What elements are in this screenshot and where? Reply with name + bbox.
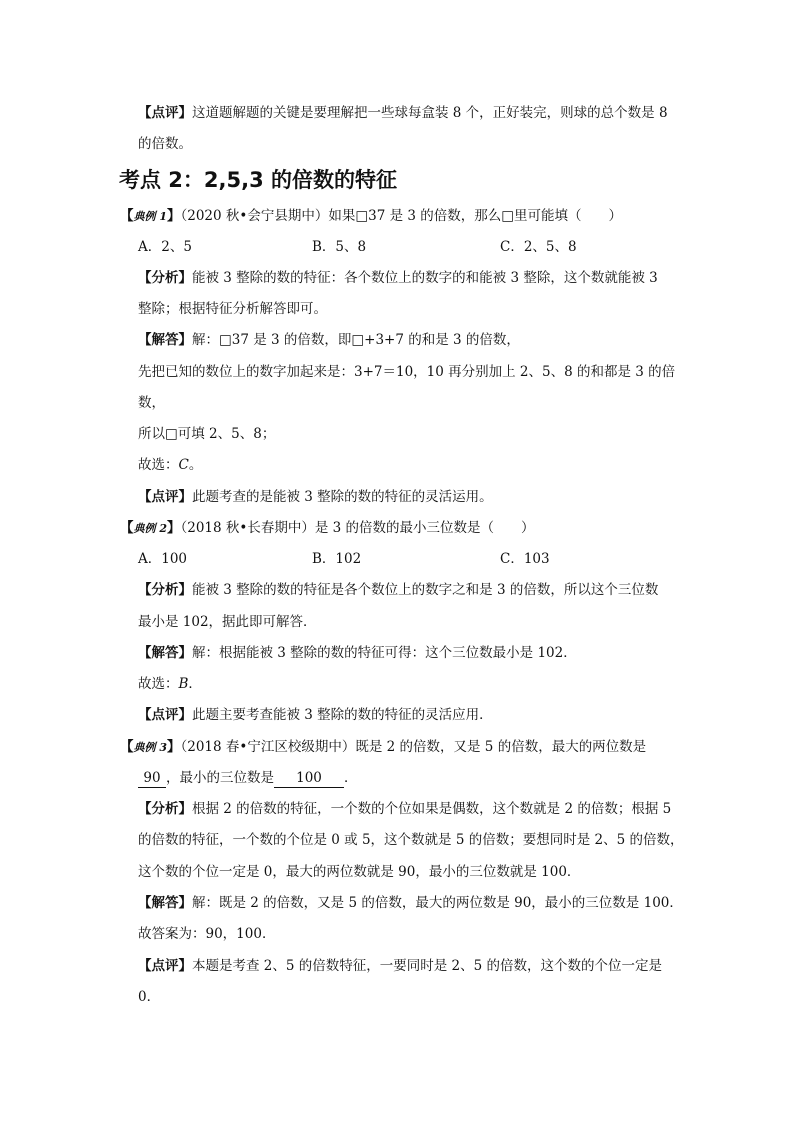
example3-review-line-2: 0． bbox=[138, 989, 161, 1005]
review-tag: 【点评】 bbox=[138, 489, 192, 505]
option-c: C．103 bbox=[500, 551, 550, 567]
question-text: （2018 秋•长春期中）是 3 的倍数的最小三位数是（ ） bbox=[180, 520, 535, 536]
analysis-tag: 【分析】 bbox=[138, 801, 192, 817]
choice-letter: C bbox=[178, 457, 189, 473]
answer-tag: 【解答】 bbox=[138, 895, 192, 911]
intro-review-line-1 bbox=[138, 103, 668, 123]
example2-analysis-line-1 bbox=[138, 580, 658, 600]
example-tag-close: 】 bbox=[166, 739, 181, 755]
section-title: 考点 2：2,5,3 的倍数的特征 bbox=[119, 168, 398, 192]
example2-question bbox=[120, 518, 535, 539]
choice-prefix: 故选： bbox=[138, 457, 179, 473]
example3-review-line-1 bbox=[138, 956, 662, 976]
review-text: 此题考查的是能被 3 整除的数的特征的灵活运用。 bbox=[192, 489, 493, 505]
choice-letter: B bbox=[178, 676, 189, 692]
option-b: B．5、8 bbox=[312, 239, 367, 255]
review-text: 这道题解题的关键是要理解把一些球每盒装 8 个，正好装完，则球的总个数是 8 bbox=[192, 105, 668, 121]
example1-answer-line-2: 先把已知的数位上的数字加起来是：3+7＝10，10 再分别加上 2、5、8 的和都是 3 的倍 bbox=[138, 364, 676, 380]
answer-tag: 【解答】 bbox=[138, 332, 192, 348]
review-tag: 【点评】 bbox=[138, 958, 192, 974]
analysis-text: 根据 2 的倍数的特征，一个数的个位如果是偶数，这个数就是 2 的倍数；根据 5 bbox=[192, 801, 672, 817]
example2-analysis-line-2: 最小是 102，据此即可解答． bbox=[138, 614, 317, 630]
example-tag: 典例 2 bbox=[133, 522, 167, 535]
analysis-tag: 【分析】 bbox=[138, 582, 192, 598]
answer-tag: 【解答】 bbox=[138, 645, 192, 661]
example-tag-open: 【 bbox=[120, 520, 134, 536]
example3-analysis-line-1 bbox=[138, 799, 671, 819]
example-tag-close: 】 bbox=[166, 208, 181, 224]
review-tag: 【点评】 bbox=[138, 707, 192, 723]
option-c: C．2、5、8 bbox=[500, 239, 577, 255]
option-b: B．102 bbox=[312, 551, 362, 567]
answer-text: 解：根据能被 3 整除的数的特征可得：这个三位数最小是 102． bbox=[192, 645, 577, 661]
example2-review bbox=[138, 705, 493, 725]
example3-analysis-line-2: 的倍数的特征，一个数的个位是 0 或 5，这个数就是 5 的倍数；要想同时是 2、5 的倍数， bbox=[138, 832, 684, 848]
example3-question-line-1 bbox=[120, 737, 646, 758]
example1-choice bbox=[138, 455, 202, 475]
example1-analysis-line-2: 整除；根据特征分析解答即可。 bbox=[138, 301, 327, 317]
example3-analysis-line-3: 这个数的个位一定是 0，最大的两位数就是 90，最小的三位数就是 100． bbox=[138, 864, 581, 880]
answer-text: 解：□37 是 3 的倍数，即□+3+7 的和是 3 的倍数， bbox=[192, 332, 520, 348]
intro-review-line-2: 的倍数。 bbox=[138, 136, 192, 152]
example1-analysis-line-1 bbox=[138, 268, 658, 288]
answer-blank-2: 100 bbox=[274, 769, 344, 788]
example2-choice bbox=[138, 674, 202, 694]
answer-text: 解：既是 2 的倍数，又是 5 的倍数，最大的两位数是 90，最小的三位数是 100． bbox=[192, 895, 683, 911]
example3-answer-line-1 bbox=[138, 893, 683, 913]
analysis-text: 能被 3 整除的数的特征：各个数位上的数字的和能被 3 整除，这个数就能被 3 bbox=[192, 270, 658, 286]
example-tag: 典例 1 bbox=[133, 210, 167, 223]
review-text: 此题主要考查能被 3 整除的数的特征的灵活应用． bbox=[192, 707, 493, 723]
example-tag-open: 【 bbox=[120, 739, 134, 755]
choice-suffix: 。 bbox=[188, 457, 203, 473]
analysis-text: 能被 3 整除的数的特征是各个数位上的数字之和是 3 的倍数，所以这个三位数 bbox=[192, 582, 659, 598]
example1-answer-line-3: 数， bbox=[138, 395, 165, 411]
option-a: A．100 bbox=[138, 551, 188, 567]
question-text: （2018 春•宁江区校级期中）既是 2 的倍数，又是 5 的倍数，最大的两位数是 bbox=[180, 739, 647, 755]
example2-answer-line-1 bbox=[138, 643, 577, 663]
example3-answer-line-2: 故答案为：90，100． bbox=[138, 926, 276, 942]
choice-suffix: ． bbox=[188, 676, 202, 692]
analysis-tag: 【分析】 bbox=[138, 270, 192, 286]
example1-question bbox=[120, 206, 622, 227]
example-tag: 典例 3 bbox=[133, 741, 167, 754]
example-tag-close: 】 bbox=[166, 520, 181, 536]
option-a: A．2、5 bbox=[138, 239, 192, 255]
blank-end-text: ． bbox=[344, 770, 358, 786]
question-text: （2020 秋•会宁县期中）如果□37 是 3 的倍数，那么□里可能填（ ） bbox=[180, 208, 622, 224]
review-text: 本题是考查 2、5 的倍数特征，一要同时是 2、5 的倍数，这个数的个位一定是 bbox=[192, 958, 663, 974]
example1-answer-line-4: 所以□可填 2、5、8； bbox=[138, 426, 276, 442]
answer-blank-1: 90 bbox=[138, 769, 166, 788]
example1-answer-line-1 bbox=[138, 330, 520, 350]
example1-review bbox=[138, 487, 493, 507]
example-tag-open: 【 bbox=[120, 208, 134, 224]
choice-prefix: 故选： bbox=[138, 676, 179, 692]
blank-mid-text: ，最小的三位数是 bbox=[166, 770, 274, 786]
example3-question-line-2 bbox=[138, 768, 358, 788]
review-tag: 【点评】 bbox=[138, 105, 192, 121]
